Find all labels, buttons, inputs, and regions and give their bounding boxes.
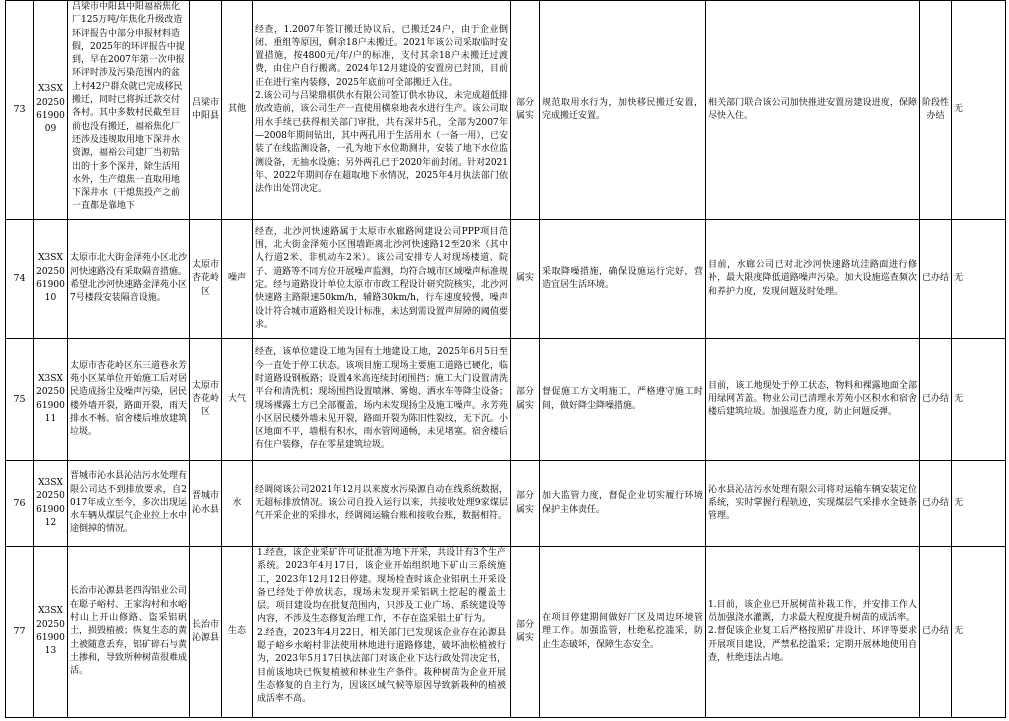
verdict: 部分属实 bbox=[511, 339, 540, 461]
accountability: 无 bbox=[952, 547, 1006, 718]
accountability: 无 bbox=[952, 461, 1006, 547]
region: 太原市杏花岭区 bbox=[190, 220, 222, 339]
rectification-progress: 相关部门联合该公司加快推进安置房建设进度，保障尽快入住。 bbox=[706, 1, 920, 220]
complaint-text: 晋城市沁水县沁洁污水处理有限公司达不到排放要求，自2017年成立至今，多次出现运水车辆从煤层气企业拉上水中途倒掉的情况。 bbox=[68, 461, 190, 547]
pollution-category: 噪声 bbox=[222, 220, 253, 339]
complaint-text: 太原市北大街金泽苑小区北沙河快速路没有采取隔音措施。希望北沙河快速路金泽苑小区7号楼段安装隔音设施。 bbox=[68, 220, 190, 339]
findings-text: 1.经查，该企业采矿许可证批准为地下开采，共设计有3个生产系统。2023年4月17日，该企业开始组织地下矿山三系统施工，2023年12月12日停建。现场检查时该企业铝矾土开采设备已经处于停放状态，现场未发现开采铝矾土挖起的覆盖土层。项目建设均在批复范围内，只涉及工业广场、系统建设等内容，不涉及生态修复治理工作，不存在盗采铝土矿行为。 2.经查，2023年4月22日，相关部门已发现该企业存在沁源县聪子峪乡水峪村非法使用林地进行道路修建，破坏油松植被行为，2023年5月17日执法部门对该企业下达行政处罚决定书，目前该地块已恢复植被和林业生产条件。栽种树苗为企业开展生态修复的自主行为，因该区域气候等原因导致新栽种的植被成活率不高。 bbox=[257, 548, 506, 705]
rectification-progress: 沁水县沁洁污水处理有限公司将对运输车辆安装定位系统，实时掌握行程轨迹，实现煤层气采排水全链条管理。 bbox=[706, 461, 920, 547]
rectification-measures: 在项目停建期间做好厂区及周边环境管理工作。加强监管，杜绝私挖滥采，防止生态破坏，保障生态安全。 bbox=[540, 547, 706, 718]
table-row bbox=[6, 461, 1006, 547]
verdict: 属实 bbox=[511, 220, 540, 339]
case-code: X3SX202506190011 bbox=[34, 339, 68, 461]
completion-status: 已办结 bbox=[920, 339, 952, 461]
complaint-text: 长治市沁源县老四沟铝业公司在聪子峪村、王家沟村和水峪村山上开山修路、盗采铝矾土，损毁植被；恢复生态的黄土被随意丢弃，铝矿碎石与黄土掺和，导致所种树苗很难成活。 bbox=[68, 547, 190, 718]
progress-text: 1.目前，该企业已开展树苗补栽工作，并安排工作人员加强浇水灌溉，力求最大程度提升树苗的成活率。 2.督促该企业复工后严格按照矿井设计、环评等要求开展项目建设，严禁私挖滥采；定期开展林地使用自查，杜绝违法占地。 bbox=[708, 599, 917, 663]
completion-status: 已办结 bbox=[920, 461, 952, 547]
investigation-findings bbox=[253, 547, 511, 718]
table-row bbox=[6, 547, 1006, 718]
rectification-measures: 规范取用水行为，加快移民搬迁安置，完成搬迁安置。 bbox=[540, 1, 706, 220]
rectification-progress: 目前，该工地现处于停工状态，物料和裸露地面全部用绿网苫盖。物业公司已清理永芳苑小区积水和宿舍楼后建筑垃圾。加强巡查力度，防止问题反弹。 bbox=[706, 339, 920, 461]
rectification-measures: 加大监管力度，督促企业切实履行环境保护主体责任。 bbox=[540, 461, 706, 547]
table-row bbox=[6, 339, 1006, 461]
table-row bbox=[6, 220, 1006, 339]
case-code: X3SX202506190009 bbox=[34, 1, 68, 220]
pollution-category: 水 bbox=[222, 461, 253, 547]
verdict: 部分属实 bbox=[511, 1, 540, 220]
accountability: 无 bbox=[952, 220, 1006, 339]
row-number: 74 bbox=[6, 220, 34, 339]
complaint-text: 吕梁市中阳县中阳福裕焦化厂125万吨/年焦化升级改造环评报告中部分申报材料造假，2025年的环评报告中提到，早在2007年第一次申报环评时涉及污染范围内的盆上村42户群众就已完成移民搬迁，同时已将拆迁款交付各村。其中多数村民截至目前也没有搬迁，福裕焦化厂还涉及违规取用地下深井水资源，福裕公司建厂当初钻出的十多个深井，除生活用水外，生产熄焦一直取用地下深井水（干熄焦投产之前一直都是靠地下 bbox=[72, 2, 185, 212]
row-number: 76 bbox=[6, 461, 34, 547]
pollution-category: 生态 bbox=[222, 547, 253, 718]
rectification-measures: 督促施工方文明施工，严格遵守施工时间，做好降尘降噪措施。 bbox=[540, 339, 706, 461]
region: 太原市杏花岭区 bbox=[190, 339, 222, 461]
completion-status: 已办结 bbox=[920, 220, 952, 339]
rectification-progress bbox=[706, 547, 920, 718]
accountability: 无 bbox=[952, 339, 1006, 461]
verdict: 部分属实 bbox=[511, 461, 540, 547]
pollution-category: 大气 bbox=[222, 339, 253, 461]
complaint-table bbox=[5, 0, 1006, 718]
case-code: X3SX202506190010 bbox=[34, 220, 68, 339]
completion-status: 已办结 bbox=[920, 547, 952, 718]
accountability: 无 bbox=[952, 1, 1006, 220]
findings-text: 经查，1.2007年签订搬迁协议后，已搬迁24户，由于企业倒闭、重组等原因，剩余18户未搬迁。2021年该公司采取临时安置措施，按4800元/年/户的标准，支付其余18户未搬迁过渡费，由住户自行搬离。2024年12月建设的安置房已封顶，目前正在进行室内装修，2025年底前可全部搬迁入住。 2.该公司与吕梁鼎棋供水有限公司签订供水协议，未完成超低排放改造前，该公司生产一直使用横泉地表水进行生产。该公司取用水手续已获得相关部门审批，共有深井5孔，全部为2007年—2008年期间钻出，其中两孔用于生活用水（一备一用），已安装了在线监测设备，一孔为地下水位勘测井，安装了地下水位监测设备，无抽水设施；另外两孔已于2020年前封闭。针对2021年、2022年期间存在超取地下水情况，2025年4月执法部门依法作出处罚决定。 bbox=[255, 24, 508, 195]
region: 吕梁市中阳县 bbox=[190, 1, 222, 220]
table-row bbox=[6, 1, 1006, 220]
verdict: 部分属实 bbox=[511, 547, 540, 718]
investigation-findings: 经查，该单位建设工地为国有土地建设工地，2025年6月5日至今一直处于停工状态。该项目施工现场主要施工道路已硬化，临时道路设钢板路；设置4米高连续封闭围挡；施工大门设置清洗平台和清洗机；现场围挡设置喷淋、雾炮、洒水车等降尘设备；现场裸露土方已全部覆盖，场内未发现扬尘及施工噪声。永芳苑小区居民楼外墙未见开裂，路面开裂为陈旧性裂纹，无下沉。小区地面不平，墙根有积水，雨水管网通畅，未见堵塞。宿舍楼后有住户装修，存在零星建筑垃圾。 bbox=[253, 339, 511, 461]
completion-status: 阶段性办结 bbox=[920, 1, 952, 220]
case-code: X3SX202506190012 bbox=[34, 461, 68, 547]
row-number: 73 bbox=[6, 1, 34, 220]
complaint-cell bbox=[68, 1, 190, 220]
region: 晋城市沁水县 bbox=[190, 461, 222, 547]
complaint-text: 太原市杏花岭区东三道巷永芳苑小区某单位开始施工后对居民造成扬尘及噪声污染，居民楼外墙开裂，路面开裂，雨天排水不畅。宿舍楼后堆放建筑垃圾。 bbox=[68, 339, 190, 461]
investigation-findings: 经调阅该公司2021年12月以来废水污染源自动在线系统数据，无超标排放情况。该公司自投入运行以来，共接收处理9家煤层气开采企业的采排水，经调阅运输台账和接收台账，数据相符。 bbox=[253, 461, 511, 547]
rectification-progress: 目前，水廊公司已对北沙河快速路坑洼路面进行修补，最大限度降低道路噪声污染。加大设施巡查频次和养护力度，发现问题及时处理。 bbox=[706, 220, 920, 339]
row-number: 77 bbox=[6, 547, 34, 718]
region: 长治市沁源县 bbox=[190, 547, 222, 718]
pollution-category: 其他 bbox=[222, 1, 253, 220]
row-number: 75 bbox=[6, 339, 34, 461]
rectification-measures: 采取降噪措施，确保设施运行完好，营造宜居生活环境。 bbox=[540, 220, 706, 339]
investigation-findings bbox=[253, 1, 511, 220]
investigation-findings: 经查，北沙河快速路属于太原市水廊路网建设公司PPP项目范围，北大街金泽苑小区围墙距离北沙河快速路12至20米（其中人行道2米、非机动车2米）。该公司安排专人对现场楼道、院子、道路等不同方位开展噪声监测，均符合城市区域噪声标准规定。经与道路设计单位太原市市政工程设计研究院核实，北沙河快速路主路限速50km/h，辅路30km/h，行车速度较慢，噪声设计符合城市道路相关设计标准，未达到需设置声屏障的阈值要求。 bbox=[253, 220, 511, 339]
case-code: X3SX202506190013 bbox=[34, 547, 68, 718]
